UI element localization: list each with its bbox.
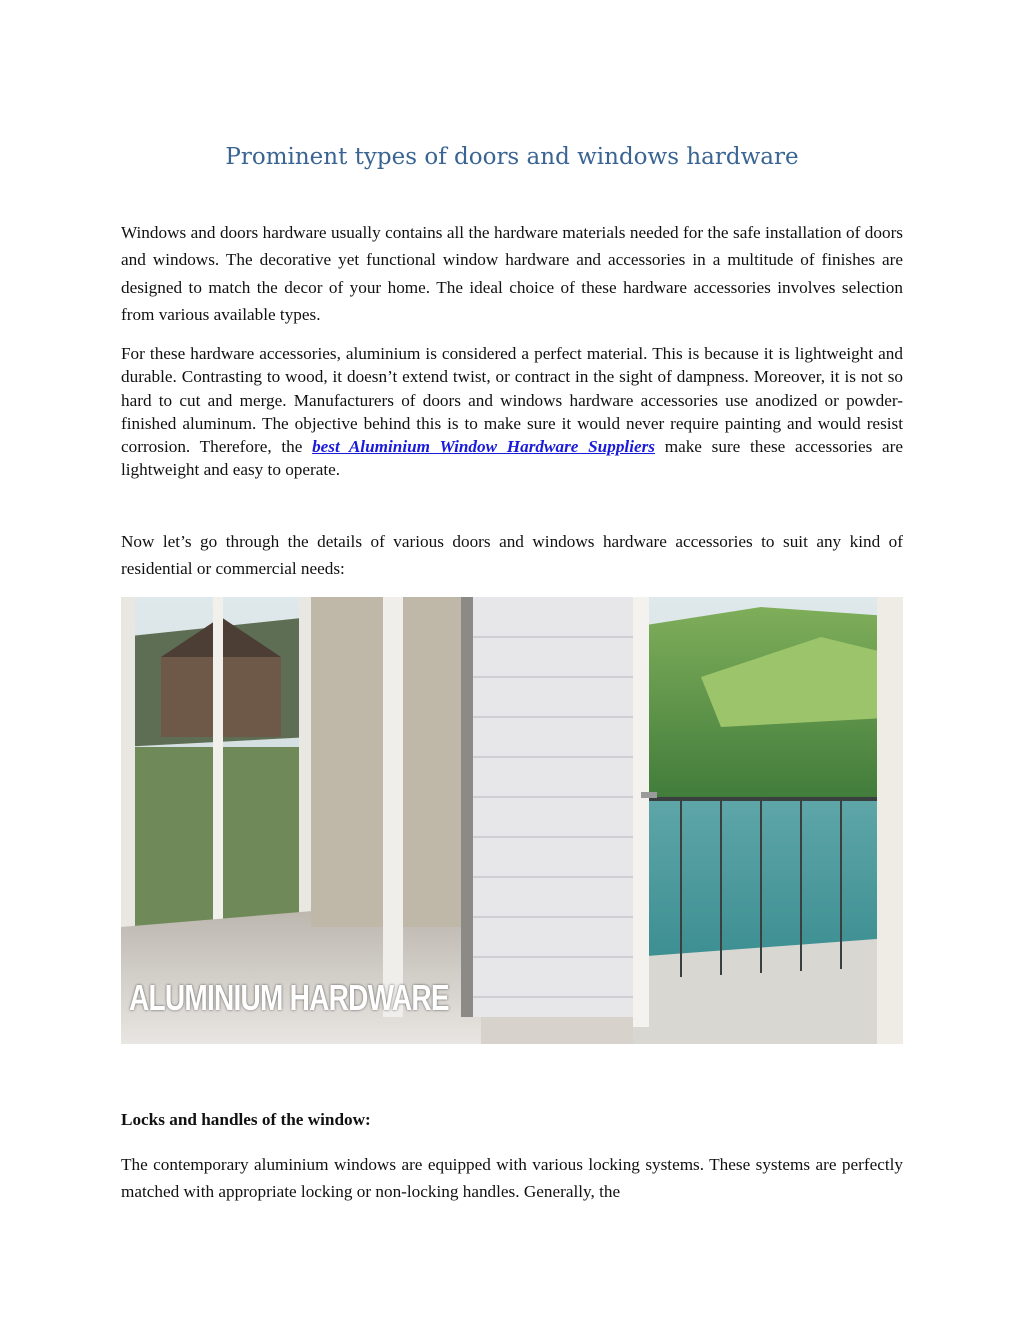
section-heading: Locks and handles of the window:: [121, 1110, 371, 1129]
locks-paragraph: The contemporary aluminium windows are equipped with various locking systems. These systems are perfectly matched with appropriate locking or non-locking handles. Generally, the: [121, 1155, 903, 1201]
overview-paragraph: Now let’s go through the details of various doors and windows hardware accessories to suit any kind of residential or commercial needs:: [121, 532, 903, 578]
photo-caption: ALUMINIUM HARDWARE: [129, 977, 449, 1018]
material-paragraph-text-end: make sure these accessories are lightweight and easy to operate.: [121, 437, 903, 480]
material-paragraph: [121, 342, 903, 482]
suppliers-link[interactable]: best Aluminium Window Hardware Suppliers: [312, 437, 655, 457]
intro-paragraph: Windows and doors hardware usually contains all the hardware materials needed for the safe installation of doors and windows. The decorative yet functional window hardware and accessories in a multitude of finishes are designed to match the decor of your home. The ideal choice of these hardware accessories involves selection from various available types.: [121, 223, 903, 324]
page-title: Prominent types of doors and windows hardware: [225, 144, 799, 170]
aluminium-hardware-photo: [121, 597, 903, 1044]
material-paragraph-text: For these hardware accessories, aluminium is considered a perfect material. This is because it is lightweight and durable. Contrasting to wood, it doesn’t extend twist, or contract in the sight of dampness. Moreover, it is not so hard to cut and merge. Manufacturers of doors and windows hardware accessories use anodized or powder-finished aluminum. The objective behind this is to make sure it would never require painting and would resist corrosion. Therefore, the: [121, 344, 903, 457]
